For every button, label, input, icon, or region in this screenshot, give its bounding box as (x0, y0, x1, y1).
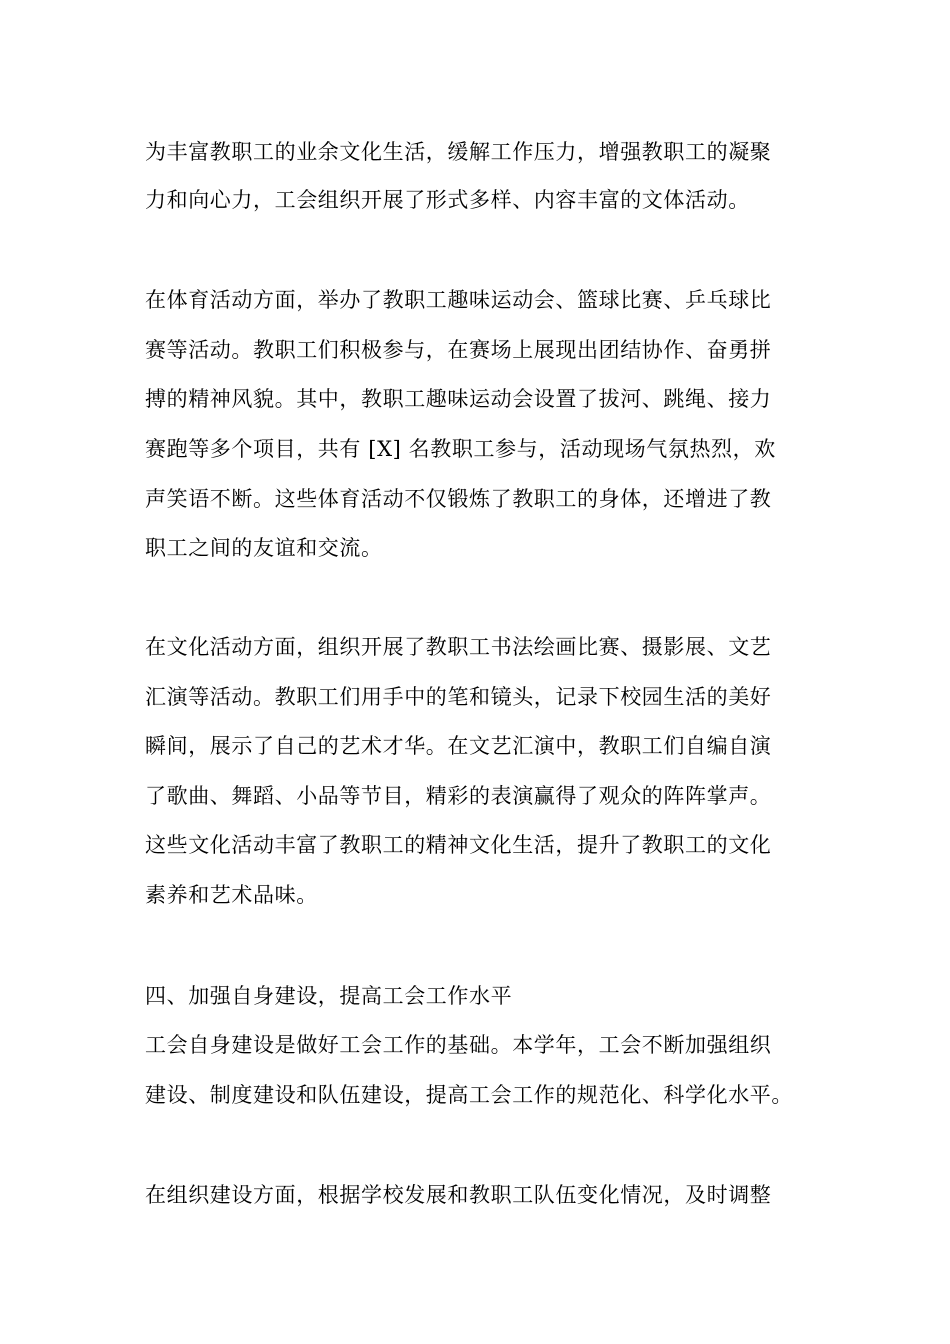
paragraph-3-line-4: 了歌曲、舞蹈、小品等节目，精彩的表演赢得了观众的阵阵掌声。 (145, 784, 772, 808)
paragraph-4-line-2: 建设、制度建设和队伍建设，提高工会工作的规范化、科学化水平。 (145, 1083, 793, 1107)
paragraph-1-line-1: 为丰富教职工的业余文化生活，缓解工作压力，增强教职工的凝聚 (145, 140, 772, 164)
paragraph-2-line-5: 声笑语不断。这些体育活动不仅锻炼了教职工的身体，还增进了教 (145, 487, 772, 511)
paragraph-1-line-2: 力和向心力，工会组织开展了形式多样、内容丰富的文体活动。 (145, 188, 750, 212)
paragraph-5-line-1: 在组织建设方面，根据学校发展和教职工队伍变化情况，及时调整 (145, 1183, 772, 1207)
paragraph-2-line-6: 职工之间的友谊和交流。 (145, 536, 383, 560)
paragraph-2-line-1: 在体育活动方面，举办了教职工趣味运动会、篮球比赛、乒乓球比 (145, 288, 772, 312)
paragraph-3-line-2: 汇演等活动。教职工们用手中的笔和镜头，记录下校园生活的美好 (145, 685, 772, 709)
section-heading: 四、加强自身建设，提高工会工作水平 (145, 984, 513, 1008)
paragraph-4-line-1: 工会自身建设是做好工会工作的基础。本学年，工会不断加强组织 (145, 1033, 772, 1057)
paragraph-3-line-3: 瞬间，展示了自己的艺术才华。在文艺汇演中，教职工们自编自演 (145, 734, 772, 758)
paragraph-2-line-4: 赛跑等多个项目，共有 [X] 名教职工参与，活动现场气氛热烈，欢 (145, 437, 776, 461)
paragraph-3-line-1: 在文化活动方面，组织开展了教职工书法绘画比赛、摄影展、文艺 (145, 635, 772, 659)
paragraph-2-line-3: 搏的精神风貌。其中，教职工趣味运动会设置了拔河、跳绳、接力 (145, 387, 772, 411)
paragraph-3-line-5: 这些文化活动丰富了教职工的精神文化生活，提升了教职工的文化 (145, 833, 772, 857)
paragraph-3-line-6: 素养和艺术品味。 (145, 883, 318, 907)
paragraph-2-line-2: 赛等活动。教职工们积极参与，在赛场上展现出团结协作、奋勇拼 (145, 338, 772, 362)
